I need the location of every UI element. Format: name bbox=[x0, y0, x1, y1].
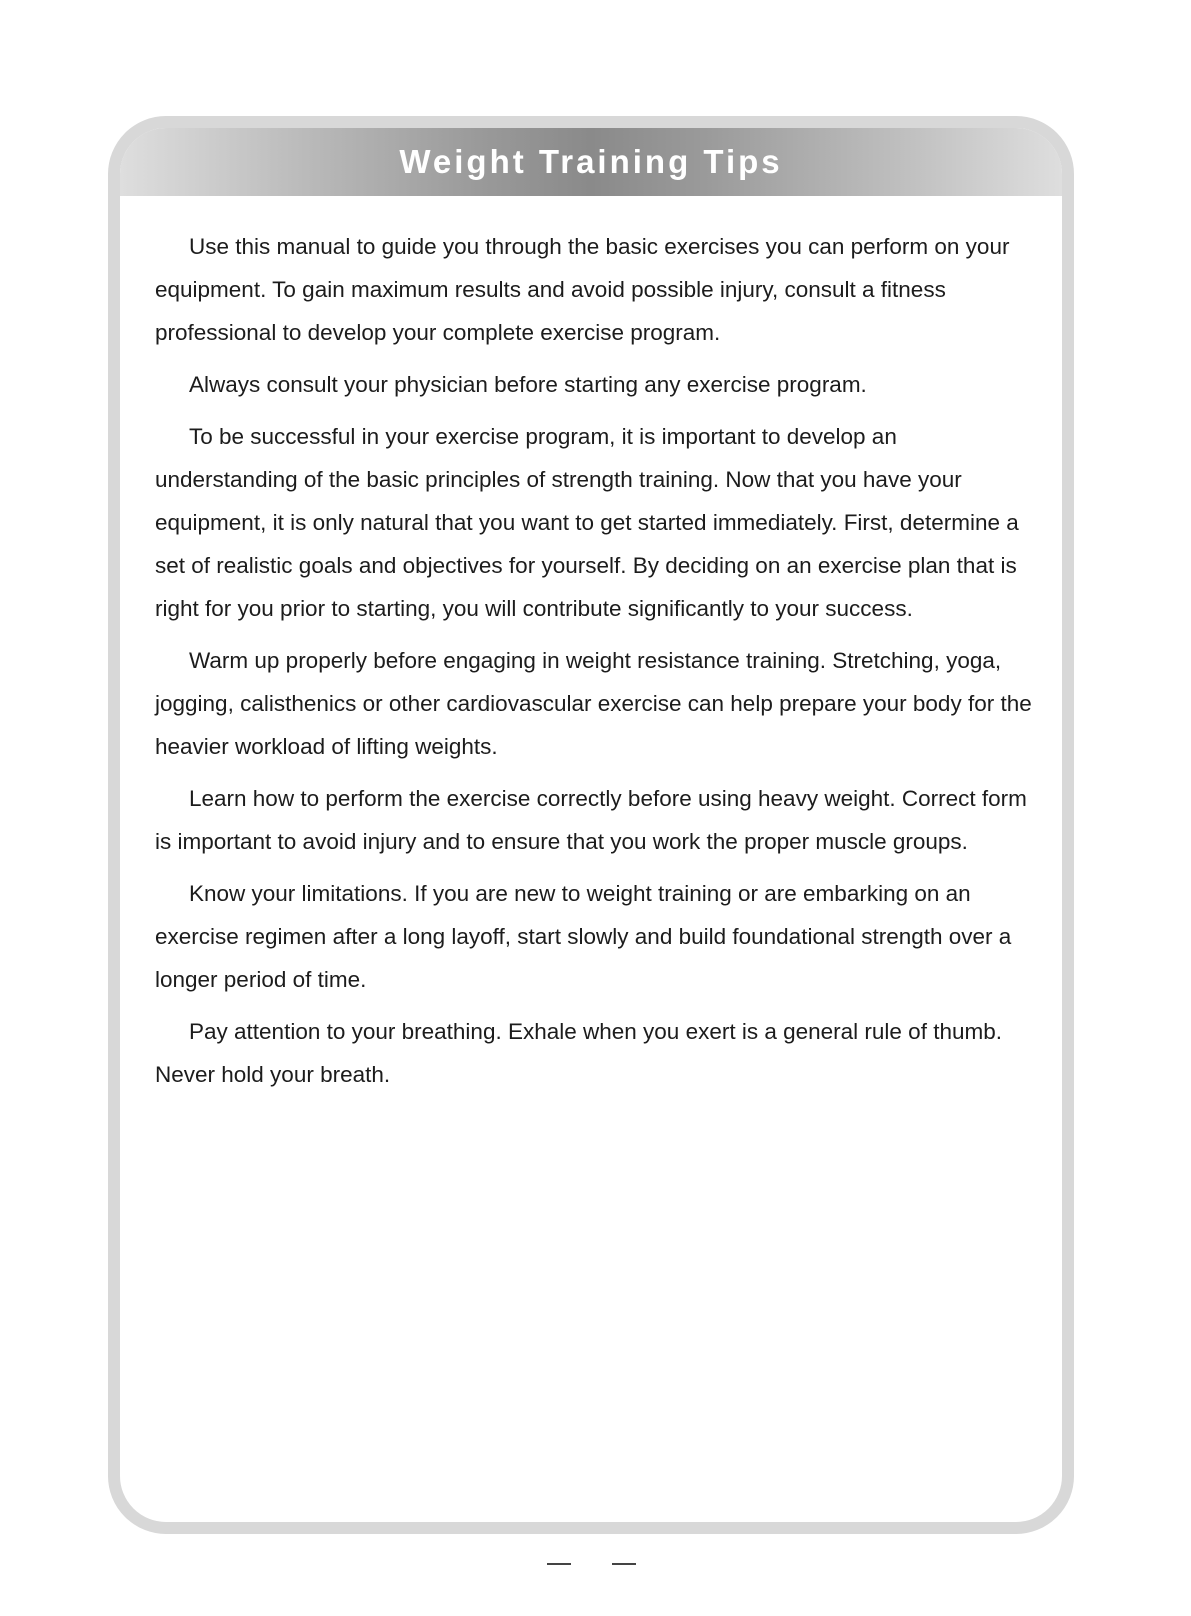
paragraph-manual-guide: Use this manual to guide you through the basic exercises you can perform on your equipment. To gain maximum results and avoid possible injury, consult a fitness professional to develop your complete exercise program. bbox=[155, 234, 1010, 345]
page-title: Weight Training Tips bbox=[399, 143, 783, 180]
paragraph-warm-up: Warm up properly before engaging in weight resistance training. Stretching, yoga, jogging, calisthenics or other cardiovascular exercise can help prepare your body for the heavier workload of lifting weights. bbox=[155, 648, 1032, 759]
tips-content bbox=[155, 225, 1045, 1105]
paragraph-principles: To be successful in your exercise program, it is important to develop an understanding of the basic principles of strength training. Now that you have your equipment, it is only natural that you want to get started immediately. First, determine a set of realistic goals and objectives for yourself. By deciding on an exercise plan that is right for you prior to starting, you will contribute significantly to your success. bbox=[155, 424, 1019, 621]
paragraph-limitations: Know your limitations. If you are new to weight training or are embarking on an exercise regimen after a long layoff, start slowly and build foundational strength over a longer period of time. bbox=[155, 881, 1012, 992]
paragraph-breathing: Pay attention to your breathing. Exhale when you exert is a general rule of thumb. Never hold your breath. bbox=[155, 1019, 1002, 1087]
footer-dash-left bbox=[547, 1563, 571, 1565]
page-number-marks bbox=[547, 1563, 639, 1565]
footer-dash-right bbox=[612, 1563, 636, 1565]
paragraph-correct-form: Learn how to perform the exercise correctly before using heavy weight. Correct form is important to avoid injury and to ensure that you work the proper muscle groups. bbox=[155, 786, 1027, 854]
paragraph-consult-physician: Always consult your physician before starting any exercise program. bbox=[189, 372, 867, 397]
